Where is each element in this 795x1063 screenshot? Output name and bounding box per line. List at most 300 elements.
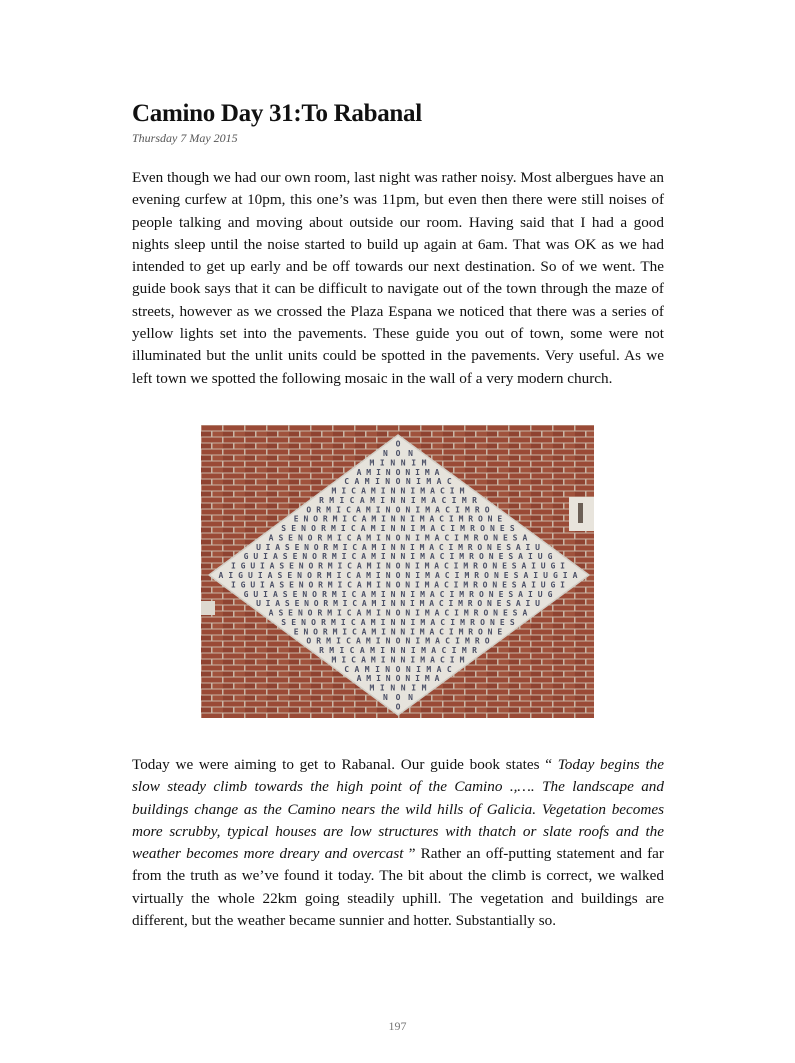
mosaic-letter: N	[301, 617, 307, 627]
mosaic-letter: M	[331, 655, 337, 665]
mosaic-letter: C	[439, 552, 445, 562]
mosaic-letter: N	[405, 571, 411, 580]
mosaic-letter: I	[263, 552, 269, 562]
mosaic-letter: R	[316, 636, 322, 646]
mosaic-letter: A	[522, 608, 528, 618]
mosaic-letter: M	[330, 524, 336, 534]
mosaic-letter: S	[282, 552, 288, 562]
mosaic-letter: A	[356, 580, 362, 590]
mosaic-letter: G	[238, 571, 244, 580]
mosaic-letter: R	[316, 505, 322, 515]
mosaic-letter: O	[477, 599, 483, 609]
mosaic-letter: N	[297, 571, 303, 580]
mosaic-letter: N	[382, 692, 388, 702]
mosaic-letter: A	[521, 580, 527, 590]
mosaic-letter: M	[366, 533, 372, 543]
mosaic-letter: N	[382, 449, 388, 459]
mosaic-letter: R	[473, 561, 478, 571]
mosaic-letter: A	[361, 627, 367, 637]
mosaic-letter: I	[449, 589, 455, 599]
mosaic-letter: I	[414, 561, 420, 571]
mosaic-letter: M	[333, 599, 338, 609]
mosaic-letter: R	[323, 599, 329, 609]
mosaic-letter: C	[439, 486, 445, 496]
mosaic-letter: M	[326, 636, 332, 646]
mosaic-letter: C	[445, 505, 450, 515]
mosaic-letter: M	[366, 674, 372, 684]
mosaic-letter: M	[327, 533, 333, 543]
post-date: Thursday 7 May 2015	[132, 131, 238, 145]
mosaic-letter: O	[313, 542, 319, 552]
mosaic-letter: E	[496, 599, 502, 609]
mosaic-letter: O	[478, 589, 484, 599]
mosaic-letter: N	[400, 589, 406, 599]
mosaic-letter: N	[303, 627, 309, 637]
mosaic-letter: I	[380, 486, 386, 496]
mosaic-letter: E	[292, 552, 298, 562]
mosaic-letter: O	[395, 664, 401, 674]
mosaic-letter: N	[400, 599, 406, 609]
mosaic-letter: C	[441, 646, 447, 655]
mosaic-letter: M	[332, 514, 338, 524]
mosaic-letter: N	[488, 589, 494, 599]
mosaic-letter: M	[464, 636, 470, 646]
mosaic-letter: U	[253, 552, 259, 562]
mosaic-letter: I	[259, 561, 265, 571]
mosaic-letter: A	[272, 552, 278, 562]
mosaic-letter: O	[395, 674, 401, 684]
mosaic-letter: M	[424, 674, 430, 684]
mosaic-letter: U	[537, 589, 543, 599]
mosaic-letter: I	[451, 496, 457, 505]
mosaic-letter: A	[356, 608, 362, 618]
mosaic-letter: U	[543, 571, 549, 580]
mosaic-image	[201, 425, 594, 718]
mosaic-letter: C	[439, 655, 445, 665]
mosaic-letter: N	[405, 674, 411, 684]
mosaic-letter: N	[390, 683, 396, 693]
mosaic-letter: I	[336, 636, 341, 646]
mosaic-letter: A	[430, 524, 436, 534]
mosaic-letter: N	[405, 533, 411, 543]
mosaic-letter: C	[441, 496, 447, 505]
mosaic-letter: A	[429, 627, 435, 637]
mosaic-letter: M	[331, 589, 337, 599]
mosaic-letter: S	[279, 561, 285, 571]
mosaic-letter: C	[346, 636, 351, 646]
mosaic-letter: I	[230, 561, 236, 571]
mosaic-letter: C	[349, 646, 355, 655]
mosaic-letter: I	[410, 524, 416, 534]
mosaic-letter: M	[371, 599, 377, 609]
mosaic-letter: I	[410, 552, 416, 562]
mosaic-letter: I	[415, 533, 420, 543]
mosaic-letter: R	[467, 599, 473, 609]
mosaic-letter: I	[453, 580, 459, 590]
mosaic-letter: A	[361, 655, 366, 665]
mosaic-letter: E	[499, 524, 505, 534]
mosaic-letter: N	[493, 571, 499, 580]
mosaic-letter: M	[326, 571, 332, 580]
mosaic-letter: S	[511, 580, 517, 590]
mosaic-letter: A	[434, 580, 440, 590]
mosaic-letter: O	[395, 533, 401, 543]
mosaic-letter: N	[405, 636, 411, 646]
mosaic-letter: I	[525, 599, 531, 609]
mosaic-letter: N	[405, 561, 411, 571]
mosaic-letter: I	[410, 589, 416, 599]
mosaic-letter: I	[336, 571, 342, 580]
mosaic-letter: N	[390, 617, 396, 627]
mosaic-letter: O	[483, 533, 489, 543]
mosaic-letter: M	[371, 627, 377, 637]
mosaic-letter: O	[395, 702, 401, 712]
paragraph-2-intro: Today we were aiming to get to Rabanal. Our guide book states “	[132, 756, 558, 773]
mosaic-letter: O	[311, 524, 316, 534]
mosaic-letter: U	[535, 599, 540, 609]
mosaic-letter: I	[228, 571, 234, 580]
mosaic-letter: N	[489, 617, 495, 627]
mosaic-letter: A	[361, 589, 367, 599]
mosaic-letter: N	[400, 496, 406, 505]
mosaic-letter: I	[341, 655, 347, 665]
mosaic-letter: N	[304, 599, 310, 609]
mosaic-letter: I	[337, 561, 343, 571]
mosaic-letter: S	[281, 617, 287, 627]
mosaic-letter: E	[289, 580, 294, 590]
mosaic-letter: N	[390, 655, 396, 665]
mosaic-letter: I	[415, 467, 420, 477]
mosaic-letter: M	[458, 599, 463, 609]
mosaic-letter: G	[547, 552, 553, 562]
mosaic-letter: I	[375, 664, 380, 674]
mosaic-letter: A	[267, 571, 273, 580]
mosaic-letter: I	[342, 542, 348, 552]
mosaic-letter: M	[419, 627, 425, 637]
mosaic-letter: N	[390, 486, 396, 496]
mosaic-letter: N	[385, 674, 391, 684]
mosaic-letter: N	[408, 692, 414, 702]
mosaic-letter: I	[562, 571, 568, 580]
mosaic-letter: A	[429, 552, 435, 562]
mosaic-letter: S	[513, 571, 519, 580]
mosaic-letter: I	[414, 580, 420, 590]
mosaic-letter: E	[498, 589, 504, 599]
mosaic-letter: N	[302, 552, 308, 562]
mosaic-letter: I	[342, 599, 348, 609]
mosaic-letter: A	[572, 571, 578, 580]
mosaic-letter: I	[531, 580, 537, 590]
mosaic-letter: N	[486, 542, 492, 552]
mosaic-letter: M	[458, 514, 464, 524]
mosaic-letter: I	[415, 674, 420, 684]
mosaic-letter: N	[385, 636, 391, 646]
mosaic-letter: S	[278, 608, 284, 618]
mosaic-letter: I	[339, 496, 345, 505]
mosaic-letter: I	[380, 496, 386, 505]
mosaic-letter: M	[420, 617, 426, 627]
mosaic-letter: O	[482, 561, 488, 571]
mosaic-letter: A	[431, 496, 437, 505]
mosaic-letter: N	[385, 477, 391, 487]
mosaic-letter: M	[329, 646, 335, 655]
mosaic-letter: M	[366, 561, 372, 571]
mosaic-letter: O	[307, 533, 313, 543]
mosaic-letter: N	[390, 552, 396, 562]
mosaic-letter: O	[312, 589, 318, 599]
mosaic-letter: I	[410, 655, 416, 665]
mosaic-letter: O	[395, 505, 401, 515]
mosaic-letter: S	[282, 589, 288, 599]
mosaic-letter: N	[408, 449, 414, 459]
mosaic-letter: O	[311, 617, 316, 627]
mosaic-letter: A	[356, 561, 362, 571]
wall-plaque	[201, 601, 215, 615]
mosaic-letter: N	[493, 608, 499, 618]
mosaic-letter: N	[492, 561, 498, 571]
mosaic-letter: M	[461, 496, 467, 505]
mosaic-letter: S	[509, 617, 515, 627]
mosaic-letter: I	[449, 552, 455, 562]
mosaic-letter: I	[230, 580, 236, 590]
mosaic-letter: A	[269, 561, 275, 571]
mosaic-letter: E	[288, 608, 294, 618]
mosaic-letter: N	[385, 505, 391, 515]
mosaic-letter: G	[552, 571, 558, 580]
mosaic-letter: M	[425, 505, 431, 515]
mosaic-letter: C	[346, 571, 352, 580]
mosaic-letter: E	[289, 561, 294, 571]
mosaic-letter: S	[506, 599, 512, 609]
mosaic-letter: I	[531, 561, 537, 571]
page-number: 197	[388, 1019, 407, 1033]
mosaic-letter: I	[375, 571, 381, 580]
mosaic-letter: I	[259, 580, 265, 590]
mosaic-letter: M	[333, 542, 338, 552]
mosaic-letter: M	[460, 617, 466, 627]
mosaic-letter: R	[473, 580, 478, 590]
mosaic-letter: C	[439, 589, 445, 599]
mosaic-letter: O	[482, 580, 488, 590]
mosaic-letter: A	[359, 646, 365, 655]
mosaic-letter: R	[316, 571, 322, 580]
mosaic-letter: I	[375, 505, 381, 515]
mosaic-letter: R	[323, 542, 329, 552]
mosaic-letter: A	[272, 589, 278, 599]
mosaic-letter: O	[484, 636, 490, 646]
mosaic-letter: N	[301, 524, 307, 534]
mosaic-photo	[201, 425, 594, 718]
mosaic-letter: S	[277, 571, 283, 580]
mosaic-letter: O	[484, 571, 489, 580]
mosaic-letter: M	[459, 655, 465, 665]
mosaic-letter: R	[473, 533, 479, 543]
mosaic-letter: S	[279, 580, 285, 590]
mosaic-letter: I	[448, 599, 454, 609]
mosaic-letter: A	[269, 580, 275, 590]
mosaic-letter: R	[472, 496, 477, 505]
mosaic-letter: M	[461, 646, 467, 655]
mosaic-letter: I	[265, 599, 271, 609]
mosaic-letter: M	[421, 458, 427, 468]
mosaic-letter: A	[430, 617, 436, 627]
mosaic-letter: N	[390, 458, 396, 468]
mosaic-letter: I	[416, 477, 421, 487]
mosaic-letter: U	[540, 561, 546, 571]
mosaic-letter: N	[400, 524, 406, 534]
mosaic-letter: C	[350, 524, 356, 534]
mosaic-letter: O	[308, 580, 314, 590]
mosaic-letter: R	[322, 552, 327, 562]
mosaic-letter: A	[359, 496, 365, 505]
mosaic-letter: I	[342, 514, 348, 524]
mosaic-letter: O	[395, 477, 401, 487]
mosaic-letter: A	[521, 561, 527, 571]
mosaic-letter: C	[344, 664, 350, 674]
mosaic-letter: U	[540, 580, 546, 590]
mosaic-letter: E	[502, 561, 507, 571]
mosaic-letter: M	[425, 571, 430, 580]
mosaic-letter: M	[369, 458, 375, 468]
mosaic-letter: M	[419, 542, 425, 552]
mosaic-letter: U	[256, 599, 261, 609]
mosaic-letter: I	[336, 505, 341, 515]
mosaic-letter: I	[410, 627, 415, 637]
mosaic-letter: A	[268, 608, 274, 618]
mosaic-letter: O	[306, 505, 312, 515]
mosaic-letter: M	[330, 617, 336, 627]
mosaic-letter: I	[336, 608, 342, 618]
mosaic-letter: R	[474, 571, 480, 580]
mosaic-letter: A	[275, 542, 281, 552]
mosaic-letter: A	[434, 608, 440, 618]
mosaic-letter: N	[385, 561, 391, 571]
mosaic-letter: I	[415, 571, 421, 580]
mosaic-letter: O	[484, 505, 490, 515]
mosaic-letter: N	[385, 467, 391, 477]
mosaic-letter: A	[436, 477, 442, 487]
mosaic-letter: N	[405, 608, 411, 618]
mosaic-letter: C	[351, 514, 357, 524]
mosaic-letter: I	[376, 533, 381, 543]
mosaic-letter: O	[313, 599, 319, 609]
mosaic-letter: R	[469, 589, 474, 599]
mosaic-letter: C	[445, 636, 450, 646]
mosaic-letter: C	[351, 655, 357, 665]
mosaic-letter: I	[410, 514, 415, 524]
mosaic-letter: C	[350, 617, 356, 627]
mosaic-letter: A	[436, 664, 442, 674]
mosaic-letter: M	[426, 477, 432, 487]
mosaic-letter: E	[288, 533, 294, 543]
mosaic-letter: M	[370, 496, 375, 505]
mosaic-letter: A	[356, 467, 362, 477]
mosaic-letter: I	[381, 599, 387, 609]
mosaic-letter: I	[448, 542, 454, 552]
mosaic-letter: A	[523, 571, 529, 580]
mosaic-letter: R	[317, 608, 323, 618]
mosaic-letter: R	[467, 542, 473, 552]
mosaic-letter: M	[366, 608, 372, 618]
mosaic-letter: C	[440, 524, 446, 534]
mosaic-letter: I	[263, 589, 269, 599]
mosaic-letter: I	[337, 580, 343, 590]
mosaic-letter: I	[411, 458, 417, 468]
mosaic-letter: O	[395, 467, 401, 477]
mosaic-letter: O	[395, 580, 401, 590]
page-title: Camino Day 31:To Rabanal	[132, 100, 422, 127]
mosaic-letter: A	[361, 514, 367, 524]
mosaic-letter: M	[424, 467, 430, 477]
mosaic-letter: R	[321, 524, 326, 534]
mosaic-letter: M	[370, 486, 376, 496]
mosaic-letter: A	[429, 599, 435, 609]
mosaic-letter: M	[420, 552, 425, 562]
mosaic-letter: R	[319, 646, 324, 655]
mosaic-letter: I	[410, 617, 416, 627]
mosaic-letter: I	[454, 571, 460, 580]
mosaic-letter: I	[380, 617, 386, 627]
mosaic-letter: M	[426, 664, 432, 674]
guide-book-quote: Today begins the slow steady climb towards the high point of the Camino .,…. The landscape and buildings change as the Camino nears the wild hills of Galicia. Vegetation becomes more scrubby, typical houses are low structures with thatch or slate roofs and the weather becomes more dreary and overcast	[132, 756, 664, 863]
mosaic-letter: E	[287, 571, 293, 580]
mosaic-letter: I	[450, 617, 456, 627]
mosaic-letter: I	[380, 646, 386, 655]
mosaic-letter: O	[478, 552, 484, 562]
mosaic-letter: I	[376, 674, 381, 684]
mosaic-letter: A	[518, 552, 524, 562]
mosaic-letter: S	[278, 533, 284, 543]
mosaic-letter: A	[434, 561, 440, 571]
pilgrim-figure-icon	[578, 503, 583, 523]
mosaic-letter: O	[395, 561, 401, 571]
mosaic-letter: I	[560, 580, 566, 590]
mosaic-letter: S	[284, 599, 290, 609]
mosaic-letter: A	[360, 617, 366, 627]
mosaic-letter: M	[459, 552, 465, 562]
mosaic-letter: N	[400, 683, 406, 693]
mosaic-letter: C	[344, 477, 350, 487]
mosaic-letter: A	[355, 636, 361, 646]
mosaic-letter: I	[340, 524, 346, 534]
mosaic-letter: R	[473, 608, 479, 618]
mosaic-letter: I	[455, 636, 460, 646]
mosaic-letter: M	[371, 552, 376, 562]
mosaic-letter: C	[440, 617, 446, 627]
mosaic-letter: N	[405, 580, 411, 590]
mosaic-letter: S	[508, 552, 514, 562]
mosaic-letter: C	[446, 664, 452, 674]
mosaic-letter: G	[550, 561, 556, 571]
mosaic-letter: C	[438, 599, 444, 609]
mosaic-letter: C	[351, 627, 357, 637]
mosaic-letter: N	[385, 571, 391, 580]
mosaic-letter: O	[307, 571, 312, 580]
mosaic-letter: C	[444, 608, 450, 618]
mosaic-letter: M	[327, 580, 333, 590]
mosaic-letter: M	[327, 561, 333, 571]
mosaic-letter: C	[352, 542, 358, 552]
mosaic-letter: E	[502, 608, 508, 618]
mosaic-letter: I	[527, 589, 533, 599]
mosaic-letter: O	[480, 524, 485, 534]
mosaic-letter: R	[318, 561, 323, 571]
mosaic-letter: R	[322, 627, 328, 637]
mosaic-letter: N	[390, 524, 396, 534]
mosaic-letter: N	[400, 552, 406, 562]
mosaic-letter: A	[218, 571, 224, 580]
mosaic-letter: N	[390, 627, 396, 637]
